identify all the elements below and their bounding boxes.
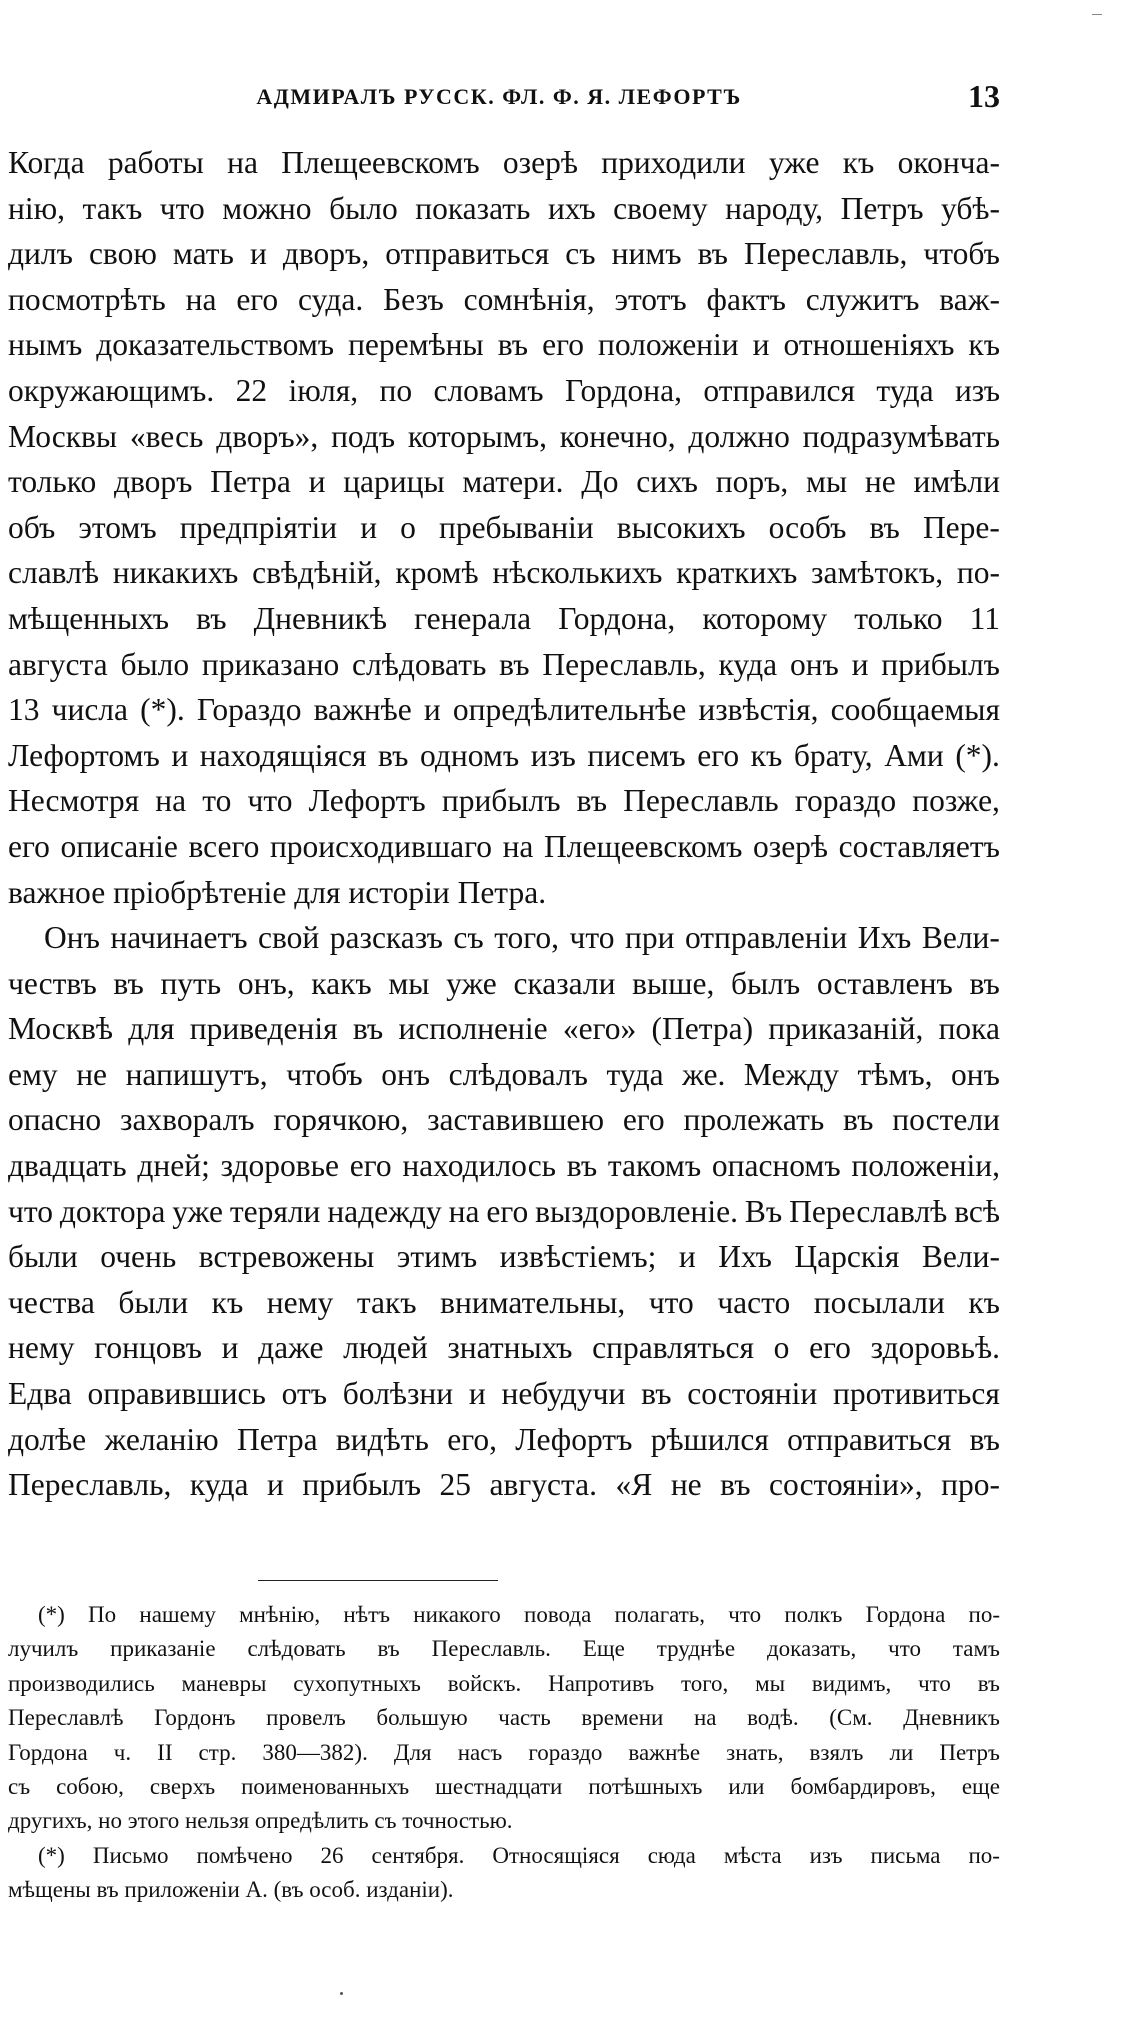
text-line: что доктора уже теряли надежду на его выздоровленіе. Въ Переславлѣ всѣ (8, 1193, 1000, 1229)
footnote-line: другихъ, но этого нельзя опредѣлить съ точностью. (8, 1808, 513, 1834)
text-line: нымъ доказательствомъ перемѣны въ его положеніи и отношеніяхъ къ (8, 327, 1000, 363)
text-line: Москвѣ для приведенія въ исполненіе «его» (Петра) приказаній, пока (8, 1011, 1000, 1047)
text-line: славлѣ никакихъ свѣдѣній, кромѣ нѣсколькихъ краткихъ замѣтокъ, по- (8, 555, 1000, 591)
text-line: объ этомъ предпріятіи и о пребываніи высокихъ особъ въ Пере- (8, 509, 1000, 545)
text-line: Переславль, куда и прибылъ 25 августа. «Я не въ состояніи», про- (8, 1467, 1000, 1503)
text-line: Несмотря на то что Лефортъ прибылъ въ Переславль гораздо позже, (8, 783, 1000, 819)
text-line: были очень встревожены этимъ извѣстіемъ; и Ихъ Царскія Вели- (8, 1239, 1000, 1275)
text-line: только дворъ Петра и царицы матери. До сихъ поръ, мы не имѣли (8, 464, 1000, 500)
text-line: двадцать дней; здоровье его находилось въ такомъ опасномъ положеніи, (8, 1148, 1000, 1184)
scan-speck (340, 1992, 343, 1995)
text-line: опасно захворалъ горячкою, заставившею его пролежать въ постели (8, 1102, 1000, 1138)
text-line: дилъ свою мать и дворъ, отправиться съ нимъ въ Переславль, чтобъ (8, 236, 1000, 272)
footnote-line: (*) Письмо помѣчено 26 сентября. Относящіяся сюда мѣста изъ письма по- (38, 1842, 1000, 1868)
scan-edge-mark (1092, 14, 1102, 15)
page-number: 13 (968, 78, 1000, 114)
text-line: 13 числа (*). Гораздо важнѣе и опредѣлительнѣе извѣстія, сообщаемыя (8, 692, 1000, 728)
text-line: мѣщенныхъ въ Дневникѣ генерала Гордона, которому только 11 (8, 600, 1000, 636)
text-line: ему не напишутъ, чтобъ онъ слѣдовалъ туда же. Между тѣмъ, онъ (8, 1056, 1000, 1092)
footnote-line: Гордона ч. II стр. 380—382). Для насъ гораздо важнѣе знать, взялъ ли Петръ (8, 1739, 1000, 1765)
text-line: Едва оправившись отъ болѣзни и небудучи въ состояніи противиться (8, 1376, 1000, 1412)
footnote-line: Переславлѣ Гордонъ провелъ большую часть времени на водѣ. (См. Дневникъ (8, 1705, 1000, 1731)
text-line: окружающимъ. 22 іюля, по словамъ Гордона, отправился туда изъ (8, 372, 1000, 408)
text-line: Когда работы на Плещеевскомъ озерѣ приходили уже къ оконча- (8, 145, 1000, 180)
footnote-separator (258, 1580, 498, 1581)
footnote-line: съ собою, сверхъ поименованныхъ шестнадцати потѣшныхъ или бомбардировъ, еще (8, 1773, 1000, 1799)
footnotes (8, 1598, 1000, 1908)
text-line: августа было приказано слѣдовать въ Переславль, куда онъ и прибылъ (8, 646, 1000, 682)
running-head: АДМИРАЛЪ РУССК. ФЛ. Ф. Я. ЛЕФОРТЪ (256, 84, 742, 109)
text-line: Онъ начинаетъ свой разсказъ съ того, что при отправленіи Ихъ Вели- (44, 920, 1000, 956)
text-line: Лефортомъ и находящіяся въ одномъ изъ писемъ его къ брату, Ами (*). (8, 737, 1000, 773)
page-header (88, 78, 1000, 118)
text-line: чества были къ нему такъ внимательны, что часто посылали къ (8, 1284, 1000, 1320)
text-line: нему гонцовъ и даже людей знатныхъ справляться о его здоровьѣ. (8, 1330, 1000, 1366)
footnote-line: мѣщены въ приложеніи А. (въ особ. изданіи). (8, 1877, 454, 1903)
footnote-line: (*) По нашему мнѣнію, нѣтъ никакого повода полагать, что полкъ Гордона по- (38, 1602, 1000, 1627)
text-line: долѣе желанію Петра видѣть его, Лефортъ рѣшился отправиться въ (8, 1421, 1000, 1457)
footnote-line: производились маневры сухопутныхъ войскъ. Напротивъ того, мы видимъ, что въ (8, 1670, 1000, 1696)
text-line: его описаніе всего происходившаго на Плещеевскомъ озерѣ составляетъ (8, 828, 1000, 864)
text-line: важное пріобрѣтеніе для исторіи Петра. (8, 874, 547, 910)
text-line: нію, такъ что можно было показать ихъ своему народу, Петръ убѣ- (8, 190, 1000, 226)
footnote-line: лучилъ приказаніе слѣдовать въ Переславль. Еще труднѣе доказать, что тамъ (8, 1636, 1000, 1662)
text-line: посмотрѣть на его суда. Безъ сомнѣнія, этотъ фактъ служитъ важ- (8, 281, 1000, 317)
text-line: чествъ въ путь онъ, какъ мы уже сказали выше, былъ оставленъ въ (8, 965, 1000, 1001)
main-text (8, 140, 1000, 1508)
text-line: Москвы «весь дворъ», подъ которымъ, конечно, должно подразумѣвать (8, 418, 1000, 454)
